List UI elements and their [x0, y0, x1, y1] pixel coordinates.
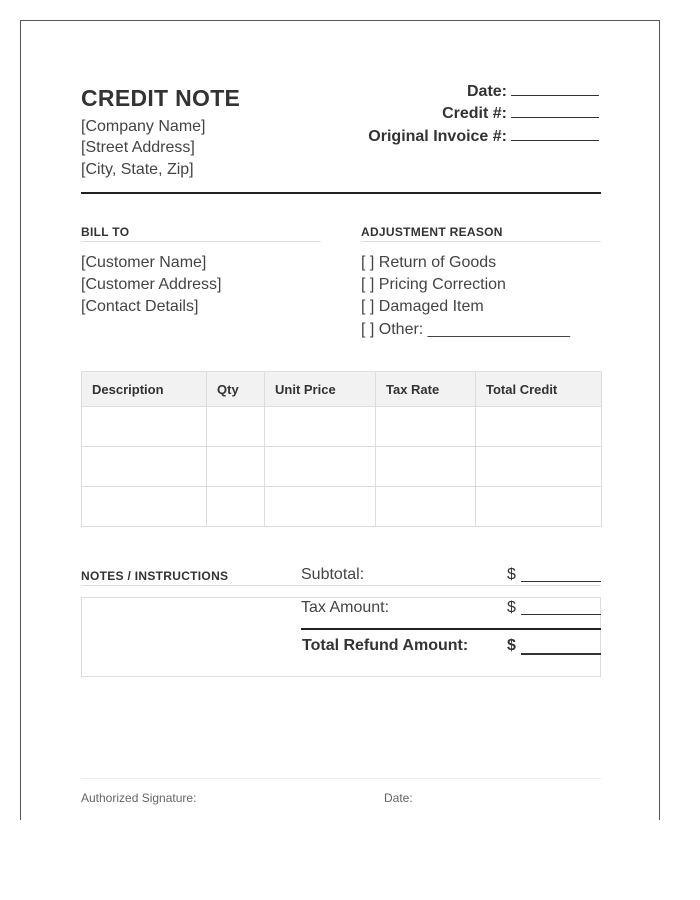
date-label: Date: — [466, 83, 507, 100]
table-cell[interactable] — [207, 407, 265, 447]
table-cell[interactable] — [207, 447, 265, 487]
column-header-qty: Qty — [207, 372, 265, 407]
credit-number-label: Credit #: — [442, 105, 507, 122]
table-cell[interactable] — [82, 447, 207, 487]
tax-amount-label: Tax Amount: — [301, 599, 390, 616]
subtotal-blank-line[interactable] — [521, 581, 601, 582]
footer-date-label: Date: — [384, 791, 413, 805]
credit-number-field[interactable] — [279, 105, 599, 125]
company-name: [Company Name] — [81, 118, 206, 135]
column-header-total-credit: Total Credit — [476, 372, 602, 407]
subtotal-currency: $ — [507, 566, 516, 583]
original-invoice-blank-line[interactable] — [511, 128, 599, 141]
total-refund-blank-line[interactable] — [521, 653, 601, 655]
column-header-description: Description — [82, 372, 207, 407]
footer-divider — [81, 778, 601, 779]
credit-number-blank-line[interactable] — [511, 105, 599, 118]
date-field[interactable] — [279, 83, 599, 103]
table-cell[interactable] — [476, 447, 602, 487]
table-cell[interactable] — [207, 487, 265, 527]
line-items-table — [81, 371, 602, 527]
table-cell[interactable] — [476, 487, 602, 527]
contact-details: [Contact Details] — [81, 298, 199, 315]
date-blank-line[interactable] — [511, 83, 599, 96]
notes-divider — [81, 585, 601, 586]
original-invoice-field[interactable] — [279, 128, 599, 148]
reason-other[interactable]: [ ] Other: ________________ — [361, 321, 571, 338]
document-title: CREDIT NOTE — [81, 85, 241, 111]
total-divider — [301, 628, 601, 630]
total-refund-label: Total Refund Amount: — [302, 637, 469, 654]
total-refund-currency: $ — [507, 637, 516, 654]
table-cell[interactable] — [265, 407, 376, 447]
table-cell[interactable] — [82, 487, 207, 527]
table-row — [82, 447, 602, 487]
reason-return-of-goods[interactable]: [ ] Return of Goods — [361, 254, 497, 271]
table-cell[interactable] — [376, 447, 476, 487]
credit-note-sheet — [20, 20, 660, 820]
adjustment-reason-divider — [361, 241, 601, 242]
customer-name: [Customer Name] — [81, 254, 207, 271]
table-header-row — [82, 372, 602, 407]
notes-heading: NOTES / INSTRUCTIONS — [81, 569, 229, 583]
subtotal-label: Subtotal: — [301, 566, 365, 583]
table-row — [82, 487, 602, 527]
table-cell[interactable] — [265, 447, 376, 487]
bill-to-heading: BILL TO — [81, 225, 130, 239]
header-divider — [81, 192, 601, 194]
reason-pricing-correction[interactable]: [ ] Pricing Correction — [361, 276, 506, 293]
table-row — [82, 407, 602, 447]
table-cell[interactable] — [376, 407, 476, 447]
original-invoice-label: Original Invoice #: — [368, 128, 507, 145]
company-street-address: [Street Address] — [81, 139, 195, 156]
authorized-signature-label: Authorized Signature: — [81, 791, 197, 805]
table-cell[interactable] — [476, 407, 602, 447]
adjustment-reason-heading: ADJUSTMENT REASON — [361, 225, 503, 239]
tax-amount-blank-line[interactable] — [521, 614, 601, 615]
table-cell[interactable] — [376, 487, 476, 527]
column-header-unit-price: Unit Price — [265, 372, 376, 407]
company-city-state-zip: [City, State, Zip] — [81, 161, 194, 178]
column-header-tax-rate: Tax Rate — [376, 372, 476, 407]
table-cell[interactable] — [82, 407, 207, 447]
tax-amount-currency: $ — [507, 599, 516, 616]
bill-to-divider — [81, 241, 321, 242]
customer-address: [Customer Address] — [81, 276, 222, 293]
table-cell[interactable] — [265, 487, 376, 527]
reason-damaged-item[interactable]: [ ] Damaged Item — [361, 298, 484, 315]
